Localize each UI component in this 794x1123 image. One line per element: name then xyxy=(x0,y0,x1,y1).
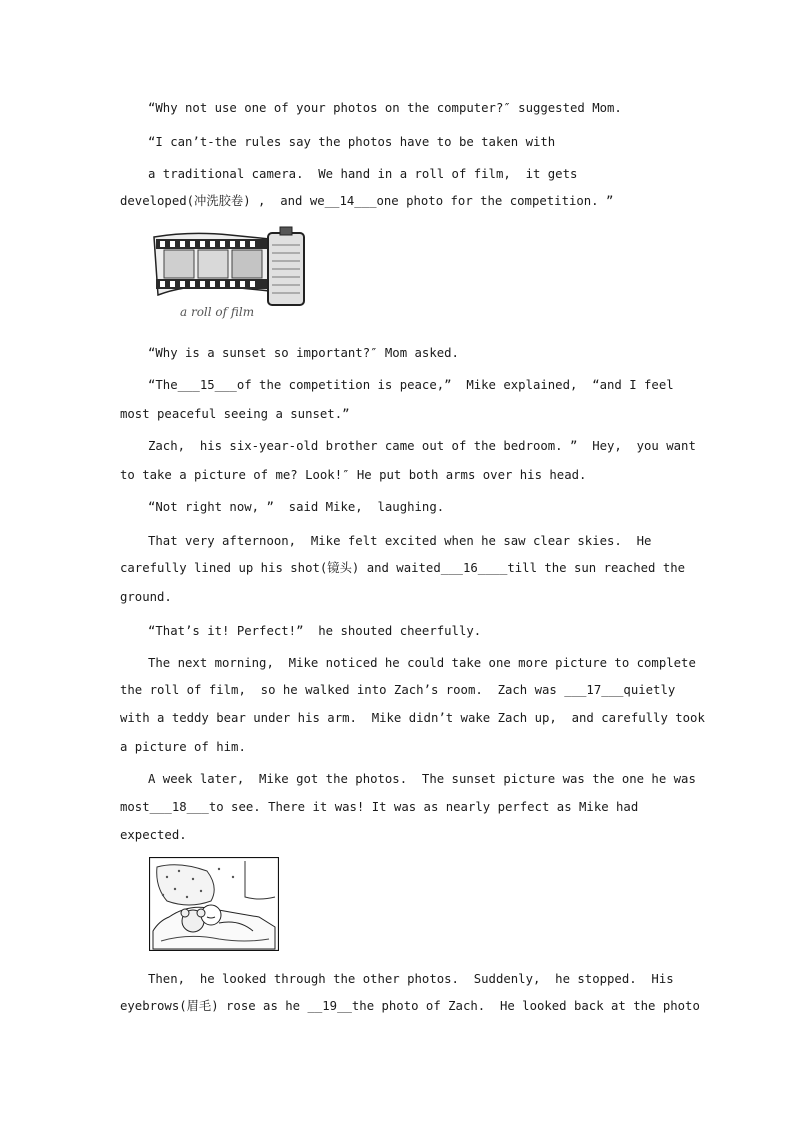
line-22: Then, he looked through the other photos. Suddenly, he stopped. His xyxy=(148,972,674,986)
film-roll-figure xyxy=(150,225,320,325)
line-19: A week later, Mike got the photos. The sunset picture was the one he was xyxy=(148,772,696,786)
line-12: carefully lined up his shot(镜头) and waited___16____till the sun reached the xyxy=(120,561,686,575)
line-11: That very afternoon, Mike felt excited when he saw clear skies. He xyxy=(148,534,652,548)
line-17: with a teddy bear under his arm. Mike didn’t wake Zach up, and carefully took xyxy=(120,711,705,725)
line-20: most___18___to see. There it was! It was as nearly perfect as Mike had xyxy=(120,800,639,814)
line-6: “The___15___of the competition is peace,” Mike explained, “and I feel xyxy=(148,378,674,392)
line-4: developed(冲洗胶卷) , and we__14___one photo for the competition. ” xyxy=(120,194,614,208)
line-18: a picture of him. xyxy=(120,740,246,754)
line-23: eyebrows(眉毛) rose as he __19__the photo of Zach. He looked back at the photo xyxy=(120,999,700,1013)
line-9: to take a picture of me? Look!″ He put both arms over his head. xyxy=(120,468,587,482)
line-1: “Why not use one of your photos on the computer?″ suggested Mom. xyxy=(148,101,622,115)
line-13: ground. xyxy=(120,590,172,604)
line-2: “I can’t-the rules say the photos have to be taken with xyxy=(148,135,556,149)
sleeping-child-icon xyxy=(149,857,279,951)
line-8: Zach, his six-year-old brother came out of the bedroom. ” Hey, you want xyxy=(148,439,696,453)
line-7: most peaceful seeing a sunset.” xyxy=(120,407,350,421)
line-3: a traditional camera. We hand in a roll of film, it gets xyxy=(148,167,578,181)
line-15: The next morning, Mike noticed he could take one more picture to complete xyxy=(148,656,696,670)
film-caption: a roll of film xyxy=(180,305,255,319)
line-10: “Not right now, ” said Mike, laughing. xyxy=(148,500,445,514)
line-5: “Why is a sunset so important?″ Mom asked. xyxy=(148,346,459,360)
line-16: the roll of film, so he walked into Zach’s room. Zach was ___17___quietly xyxy=(120,683,676,697)
line-21: expected. xyxy=(120,828,187,842)
sleeping-child-illustration xyxy=(149,857,279,951)
line-14: “That’s it! Perfect!” he shouted cheerfully. xyxy=(148,624,482,638)
